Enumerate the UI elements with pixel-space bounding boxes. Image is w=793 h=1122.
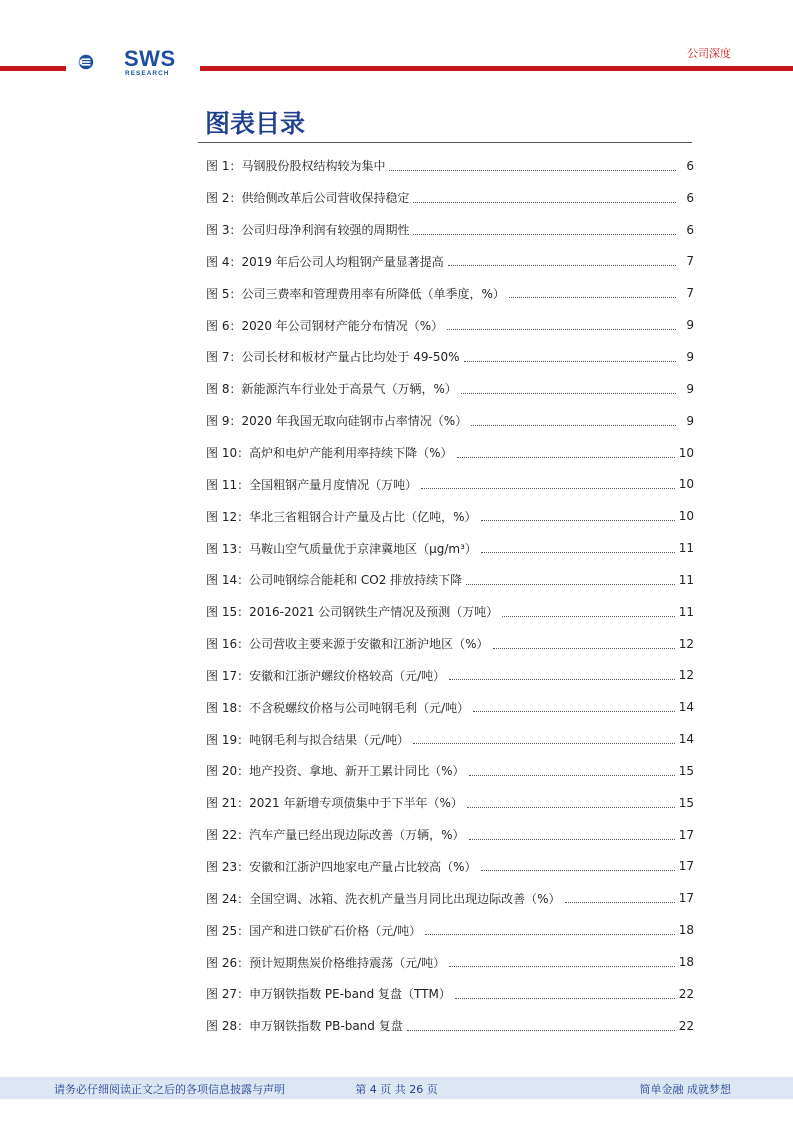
sws-logo-icon <box>78 42 122 82</box>
toc-entry-page[interactable]: 9 <box>686 318 694 333</box>
toc-entry-label[interactable]: 图 11：全国粗钢产量月度情况（万吨） <box>206 477 418 492</box>
toc-entry-page[interactable]: 22 <box>678 1018 694 1033</box>
toc-leader-dots <box>455 997 675 999</box>
toc-entry-label[interactable]: 图 13：马鞍山空气质量优于京津冀地区（μg/m³） <box>206 541 477 556</box>
toc-entry-page[interactable]: 11 <box>678 604 694 619</box>
document-type-label: 公司深度 <box>687 47 731 60</box>
toc-entry[interactable] <box>206 182 694 214</box>
toc-entry-label[interactable]: 图 10：高炉和电炉产能利用率持续下降（%） <box>206 446 453 461</box>
toc-entry-label[interactable]: 图 9：2020 年我国无取向硅钢市占率情况（%） <box>206 414 468 429</box>
toc-leader-dots <box>448 264 676 266</box>
toc-entry-page[interactable]: 6 <box>686 158 694 173</box>
toc-entry-page[interactable]: 12 <box>678 636 694 651</box>
page-footer <box>0 1077 793 1099</box>
toc-entry[interactable] <box>206 564 694 596</box>
toc-entry[interactable] <box>206 1010 694 1042</box>
toc-entry-label[interactable]: 图 17：安徽和江浙沪螺纹价格较高（元/吨） <box>206 668 446 683</box>
toc-entry[interactable] <box>206 277 694 309</box>
toc-entry-label[interactable]: 图 1：马钢股份股权结构较为集中 <box>206 159 386 174</box>
toc-entry-label[interactable]: 图 7：公司长材和板材产量占比均处于 49-50% <box>206 350 460 365</box>
toc-entry-page[interactable]: 7 <box>686 286 694 301</box>
toc-entry-page[interactable]: 10 <box>678 509 694 524</box>
toc-entry-page[interactable]: 9 <box>686 381 694 396</box>
toc-entry[interactable] <box>206 978 694 1010</box>
toc-entry-page[interactable]: 15 <box>678 763 694 778</box>
toc-leader-dots <box>481 869 675 871</box>
toc-entry[interactable] <box>206 150 694 182</box>
toc-entry[interactable] <box>206 596 694 628</box>
toc-entry-label[interactable]: 图 24：全国空调、冰箱、洗衣机产量当月同比出现边际改善（%） <box>206 891 561 906</box>
toc-leader-dots <box>471 424 676 426</box>
toc-entry[interactable] <box>206 246 694 278</box>
toc-leader-dots <box>413 201 676 203</box>
toc-leader-dots <box>493 647 675 649</box>
toc-entry[interactable] <box>206 755 694 787</box>
toc-entry-label[interactable]: 图 27：申万钢铁指数 PE-band 复盘（TTM） <box>206 987 451 1002</box>
toc-leader-dots <box>449 678 675 680</box>
toc-entry[interactable] <box>206 214 694 246</box>
toc-leader-dots <box>447 328 676 330</box>
logo-subtext: RESEARCH <box>125 70 170 77</box>
toc-entry-page[interactable]: 6 <box>686 222 694 237</box>
toc-entry[interactable] <box>206 946 694 978</box>
toc-leader-dots <box>449 965 675 967</box>
toc-entry-label[interactable]: 图 16：公司营收主要来源于安徽和江浙沪地区（%） <box>206 637 489 652</box>
toc-leader-dots <box>457 456 675 458</box>
toc-entry-page[interactable]: 15 <box>678 795 694 810</box>
toc-entry-label[interactable]: 图 12：华北三省粗钢合计产量及占比（亿吨，%） <box>206 509 477 524</box>
footer-page-number: 第 4 页 共 26 页 <box>355 1083 438 1096</box>
toc-entry-page[interactable]: 18 <box>678 955 694 970</box>
toc-entry[interactable] <box>206 373 694 405</box>
toc-leader-dots <box>413 233 676 235</box>
toc-entry-page[interactable]: 11 <box>678 572 694 587</box>
toc-leader-dots <box>481 551 675 553</box>
toc-entry-page[interactable]: 12 <box>678 668 694 683</box>
toc-entry-page[interactable]: 6 <box>686 190 694 205</box>
toc-entry-page[interactable]: 10 <box>678 445 694 460</box>
toc-entry-page[interactable]: 14 <box>678 700 694 715</box>
toc-leader-dots <box>413 742 675 744</box>
toc-leader-dots <box>425 933 675 935</box>
toc-leader-dots <box>473 710 675 712</box>
toc-entry-page[interactable]: 14 <box>678 732 694 747</box>
toc-entry[interactable] <box>206 660 694 692</box>
toc-leader-dots <box>464 360 676 362</box>
toc-entry-label[interactable]: 图 14：公司吨钢综合能耗和 CO2 排放持续下降 <box>206 573 463 588</box>
toc-entry-label[interactable]: 图 18：不含税螺纹价格与公司吨钢毛利（元/吨） <box>206 700 470 715</box>
toc-entry-label[interactable]: 图 20：地产投资、拿地、新开工累计同比（%） <box>206 764 465 779</box>
toc-entry-label[interactable]: 图 2：供给侧改革后公司营收保持稳定 <box>206 191 410 206</box>
toc-entry-label[interactable]: 图 23：安徽和江浙沪四地家电产量占比较高（%） <box>206 859 477 874</box>
toc-entry-label[interactable]: 图 25：国产和进口铁矿石价格（元/吨） <box>206 923 422 938</box>
toc-leader-dots <box>467 806 675 808</box>
toc-leader-dots <box>466 583 675 585</box>
toc-entry[interactable] <box>206 787 694 819</box>
toc-entry[interactable] <box>206 309 694 341</box>
toc-entry-page[interactable]: 17 <box>678 859 694 874</box>
toc-leader-dots <box>509 296 676 298</box>
page-title: 图表目录 <box>205 109 306 138</box>
toc-entry-label[interactable]: 图 5：公司三费率和管理费用率有所降低（单季度，%） <box>206 286 505 301</box>
logo-text: SWS <box>124 46 176 71</box>
toc-leader-dots <box>421 487 675 489</box>
toc-entry-label[interactable]: 图 26：预计短期焦炭价格维持震荡（元/吨） <box>206 955 446 970</box>
toc-leader-dots <box>469 838 675 840</box>
toc-entry[interactable] <box>206 914 694 946</box>
header-red-bar-left <box>0 66 66 71</box>
toc-entry-page[interactable]: 10 <box>678 477 694 492</box>
footer-slogan: 简单金融 成就梦想 <box>639 1083 731 1096</box>
toc-leader-dots <box>502 615 674 617</box>
toc-entry[interactable] <box>206 628 694 660</box>
toc-entry[interactable] <box>206 691 694 723</box>
toc-entry[interactable] <box>206 405 694 437</box>
toc-entry-label[interactable]: 图 4：2019 年后公司人均粗钢产量显著提高 <box>206 254 444 269</box>
toc-entry[interactable] <box>206 468 694 500</box>
toc-entry-label[interactable]: 图 6：2020 年公司钢材产能分布情况（%） <box>206 318 444 333</box>
toc-entry-page[interactable]: 17 <box>678 827 694 842</box>
toc-leader-dots <box>481 519 675 521</box>
toc-entry-label[interactable]: 图 3：公司归母净利润有较强的周期性 <box>206 223 410 238</box>
toc-entry[interactable] <box>206 882 694 914</box>
title-divider <box>198 142 692 143</box>
toc-entry-page[interactable]: 9 <box>686 413 694 428</box>
toc-entry-label[interactable]: 图 8：新能源汽车行业处于高景气（万辆，%） <box>206 382 457 397</box>
toc-entry-label[interactable]: 图 15：2016-2021 公司钢铁生产情况及预测（万吨） <box>206 605 499 620</box>
toc-leader-dots <box>565 901 675 903</box>
toc-entry-label[interactable]: 图 19：吨钢毛利与拟合结果（元/吨） <box>206 732 410 747</box>
toc-entry[interactable] <box>206 723 694 755</box>
toc-entry-page[interactable]: 11 <box>678 541 694 556</box>
toc-entry-label[interactable]: 图 22：汽车产量已经出现边际改善（万辆，%） <box>206 828 465 843</box>
header-red-bar-right <box>200 66 793 71</box>
toc-entry[interactable] <box>206 851 694 883</box>
toc-leader-dots <box>389 169 676 171</box>
toc-leader-dots <box>407 1029 675 1031</box>
toc-entry-page[interactable]: 7 <box>686 254 694 269</box>
toc-entry-page[interactable]: 17 <box>678 891 694 906</box>
toc-entry-page[interactable]: 18 <box>678 923 694 938</box>
toc-entry[interactable] <box>206 819 694 851</box>
toc-entry[interactable] <box>206 500 694 532</box>
toc-leader-dots <box>469 774 675 776</box>
toc-entry[interactable] <box>206 532 694 564</box>
toc-entry-label[interactable]: 图 21：2021 年新增专项债集中于下半年（%） <box>206 796 463 811</box>
toc-leader-dots <box>461 392 676 394</box>
toc-entry[interactable] <box>206 341 694 373</box>
toc-entry[interactable] <box>206 437 694 469</box>
toc-entry-label[interactable]: 图 28：申万钢铁指数 PB-band 复盘 <box>206 1019 403 1034</box>
toc-entry-page[interactable]: 9 <box>686 349 694 364</box>
table-of-figures <box>206 150 694 1042</box>
footer-disclaimer: 请务必仔细阅读正文之后的各项信息披露与声明 <box>54 1083 285 1096</box>
toc-entry-page[interactable]: 22 <box>678 986 694 1001</box>
